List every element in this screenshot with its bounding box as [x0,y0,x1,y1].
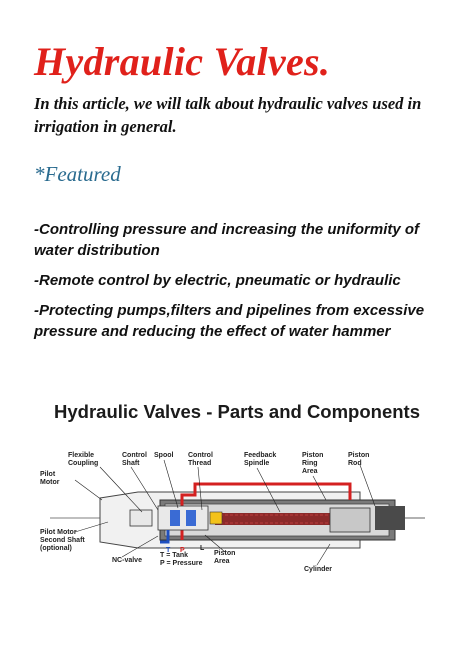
label-piston-ring-area-line3: Area [302,468,318,475]
label-control-thread-line2: Thread [188,460,212,467]
page-title: Hydraulic Valves. [34,39,331,84]
label-pilot-motor-line2: Motor [40,479,60,486]
label-flexible-coupling-line2: Coupling [68,460,99,467]
label-piston-ring-area-line1: Piston [302,452,324,459]
label-control-shaft-line2: Shaft [122,460,140,467]
label-pilot-motor-second-shaft-line1: Pilot Motor [40,529,77,536]
label-port-l: L [200,545,205,552]
label-p-pressure: P = Pressure [160,560,203,567]
label-control-thread-line1: Control [188,452,213,459]
label-piston-area-line1: Piston [214,550,236,557]
hydraulic-valve-diagram [30,440,430,585]
label-piston-rod-line1: Piston [348,452,370,459]
label-feedback-spindle-line2: Spindle [244,460,270,467]
feature-item-remote-control: -Remote control by electric, pneumatic or hydraulic [34,272,401,289]
intro-paragraph: In this article, we will talk about hydraulic valves used in irrigation in general. [34,94,422,136]
feature-item-pressure: -Controlling pressure and increasing the uniformity of water distribution [34,221,420,259]
label-port-t: T [166,547,171,554]
label-t-tank: T = Tank [160,552,189,559]
featured-heading: *Featured [34,162,121,186]
label-piston-ring-area-line2: Ring [302,460,318,467]
label-flexible-coupling-line1: Flexible [68,452,95,459]
label-spool: Spool [154,452,174,459]
feature-item-protection: -Protecting pumps,filters and pipelines from excessive pressure and reducing the effect of water hammer [34,302,425,340]
cylinder-body [50,492,425,548]
label-cylinder: Cylinder [304,566,333,573]
feature-list [34,219,452,351]
diagram-title: Hydraulic Valves - Parts and Components [54,401,420,422]
label-feedback-spindle-line1: Feedback [244,452,277,459]
label-pilot-motor-second-shaft-line3: (optional) [40,545,72,552]
label-pilot-motor-line1: Pilot [40,471,56,478]
label-piston-rod-line2: Rod [348,460,362,467]
label-piston-area-line2: Area [214,558,230,565]
label-pilot-motor-second-shaft-line2: Second Shaft [40,537,85,544]
label-port-p: P [180,547,185,554]
label-nc-valve: NC-valve [112,557,142,564]
label-control-shaft-line1: Control [122,452,147,459]
